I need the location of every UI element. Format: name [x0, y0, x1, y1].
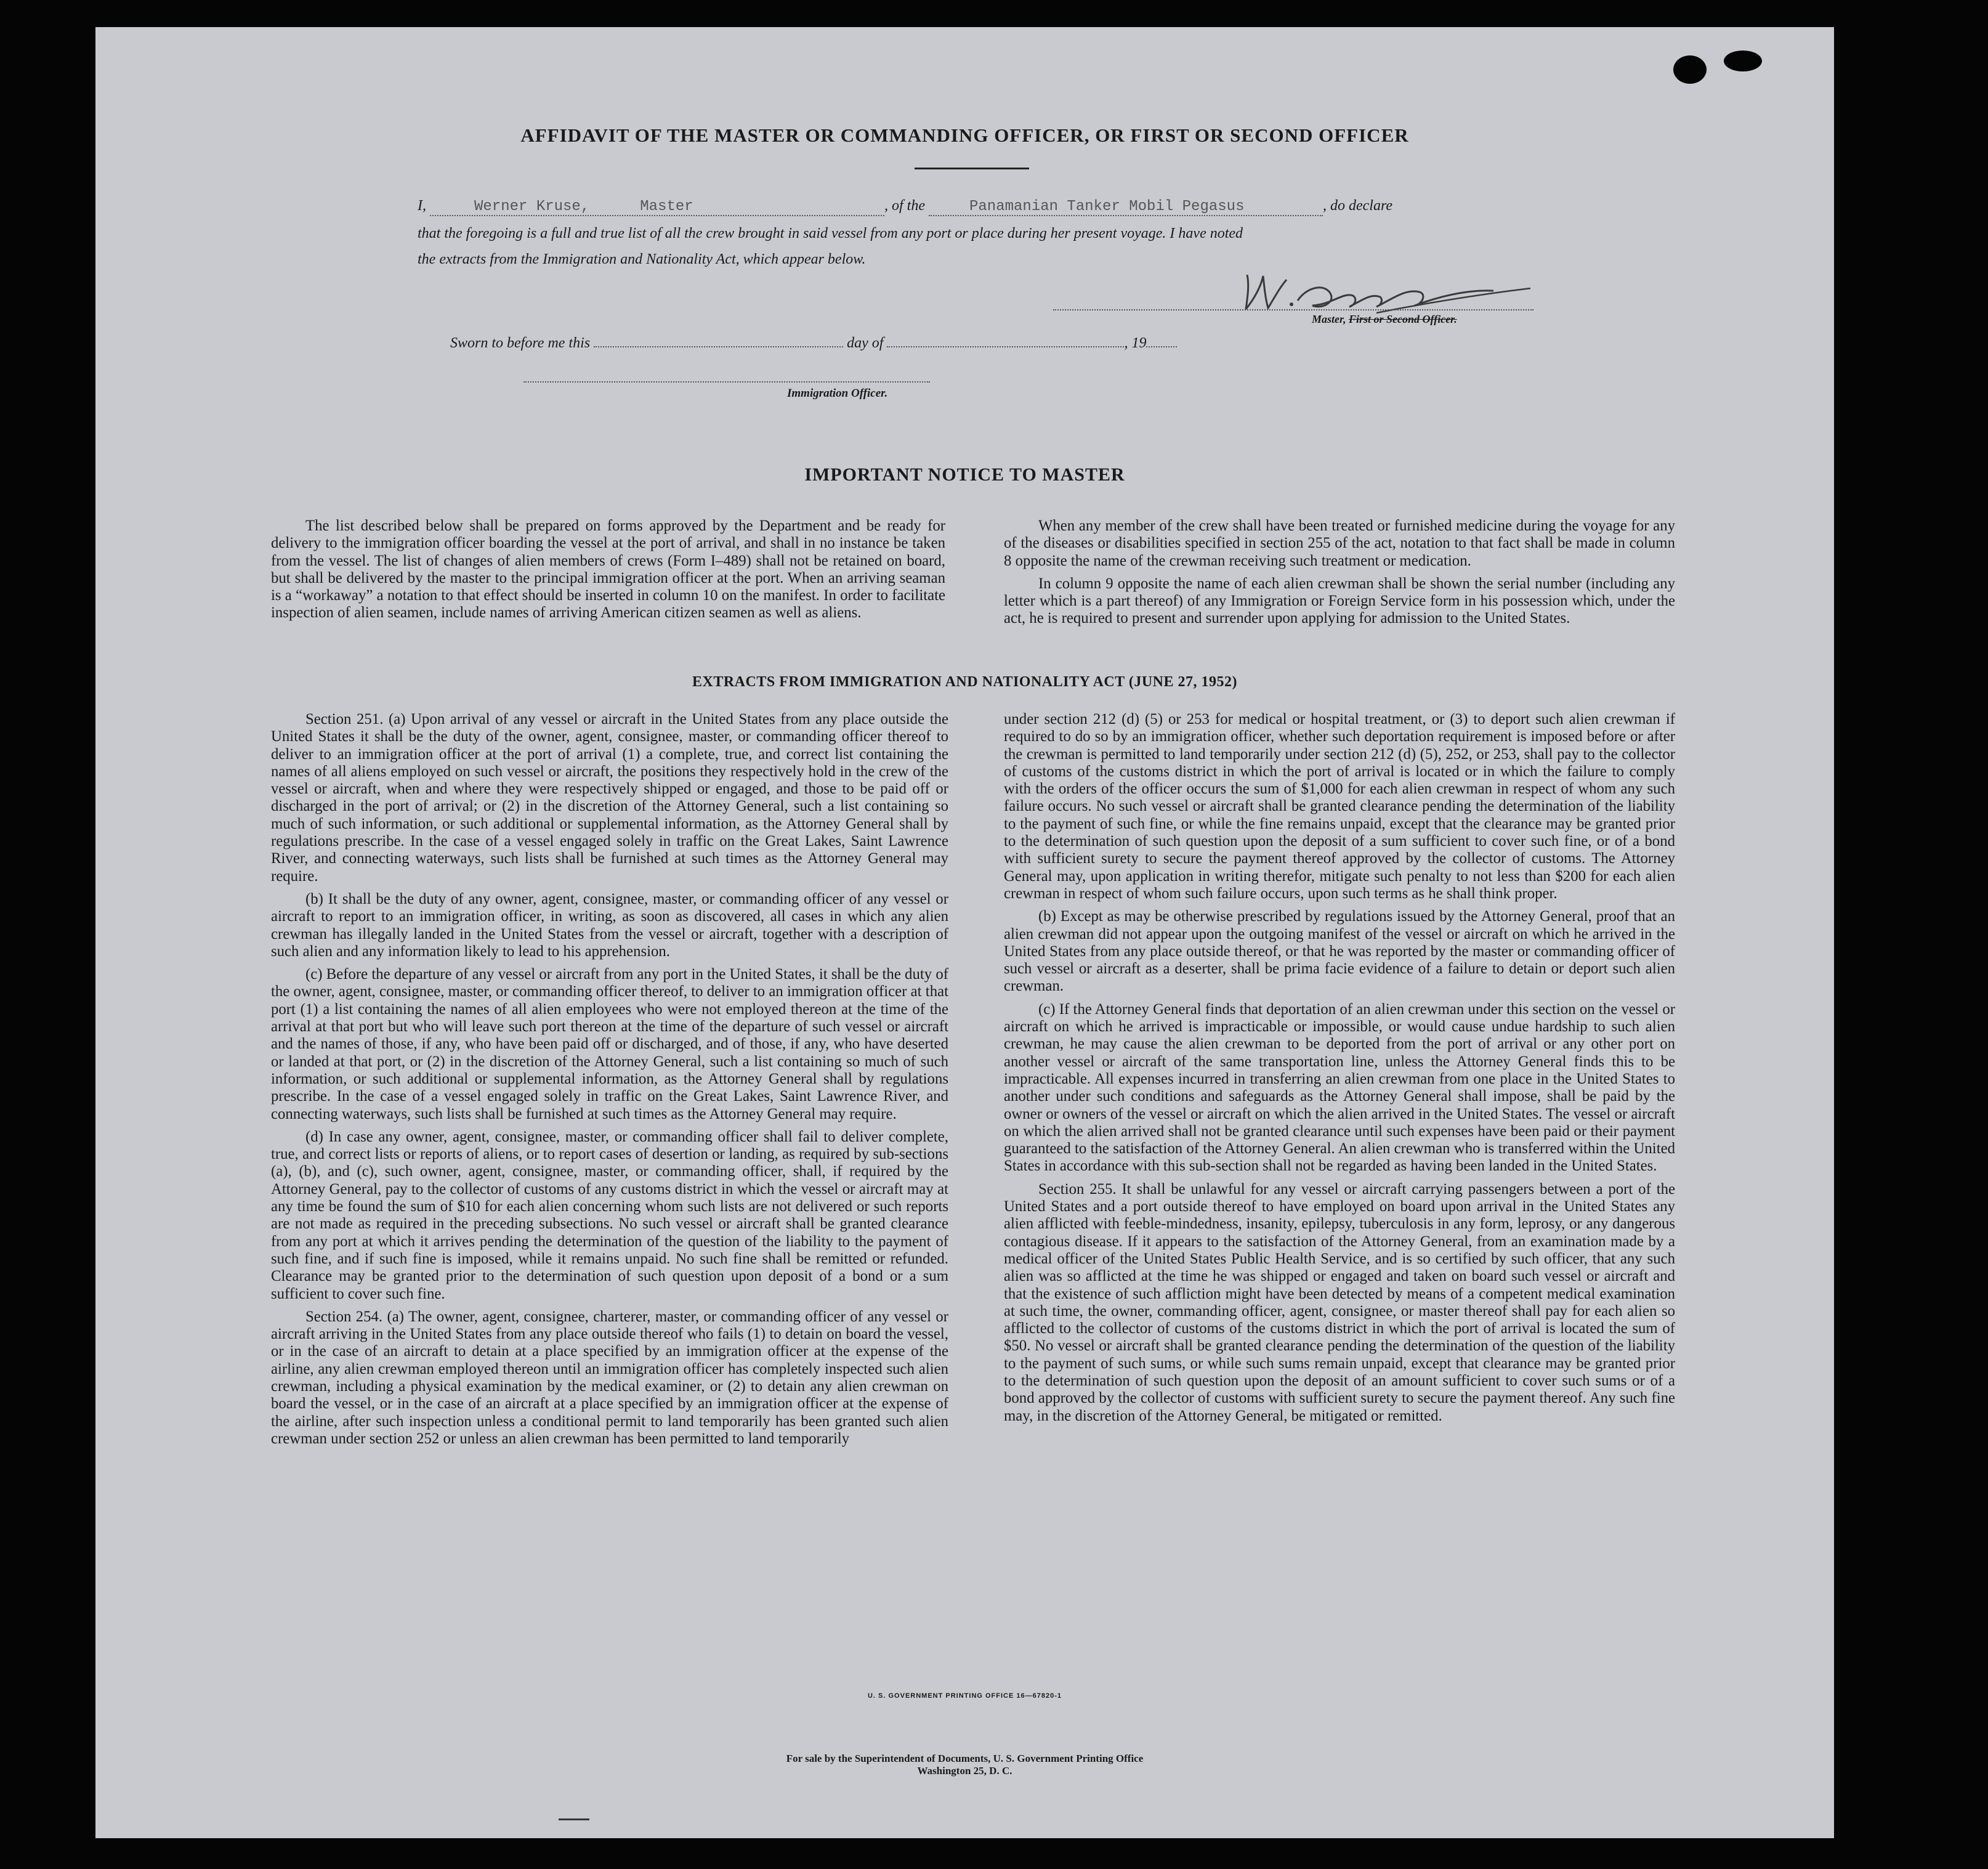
sworn-month-field[interactable] [887, 346, 1124, 347]
extract-paragraph: under section 212 (d) (5) or 253 for medical or hospital treatment, or (3) to deport such alien crewman if required to do so by an immigration officer, whether such deportation requirement is imposed before or after the crewman is permitted to land temporarily under section 212 (d) (5), 252, or 253, shall pay to the collector of customs of the customs district in which the port of arrival is located or in which the failure to comply with the orders of the officer occurs the sum of $1,000 for each alien crewman in respect of whom any such failure occurs. No such vessel or aircraft shall be granted clearance pending the determination of the liability to the payment of such fine, or while the fine remains unpaid, except that the clearance may be granted prior to the determination of such question upon the deposit of a sum sufficient to cover such fine, or of a bond with sufficient surety to secure the payment thereof approved by the collector of customs. The Attorney General may, upon application in writing therefor, mitigate such penalty to not less than $200 for each alien crewman in respect of whom such failure occurs, upon such terms as he shall think proper. [1004, 711, 1675, 902]
notice-left-column [271, 517, 945, 628]
declarant-name: Werner Kruse, [474, 198, 590, 215]
notice-paragraph: In column 9 opposite the name of each alien crewman shall be shown the serial number (including any letter which is a part thereof) of any Immigration or Foreign Service form in his possession which, under the act, he is required to present and surrender upon applying for admission to the United States. [1004, 575, 1675, 627]
sworn-day-of: day of [847, 335, 884, 351]
signature-label-master: Master, [1312, 313, 1346, 325]
extract-paragraph: (b) It shall be the duty of any owner, agent, consignee, master, or commanding officer of any vessel or aircraft to report to an immigration officer, in writing, as soon as discovered, all cases in which any alien crewman has illegally landed in the United States from the vessel or aircraft, together with a description of such alien and any information likely to lead to his apprehension. [271, 890, 948, 960]
declarant-role: Master [640, 198, 693, 215]
extracts-left-column [271, 711, 948, 1453]
extracts-title: EXTRACTS FROM IMMIGRATION AND NATIONALITY ACT (JUNE 27, 1952) [692, 674, 1237, 690]
extract-paragraph: Section 255. It shall be unlawful for any vessel or aircraft carrying passengers between a port of the United States and a port outside thereof to have employed on board upon arrival in the United States any alien afflicted with feeble-mindedness, insanity, epilepsy, tuberculosis in any form, leprosy, or any dangerous contagious disease. If it appears to the satisfaction of the Attorney General, from an examination made by a medical officer of the United States Public Health Service, and is so certified by such officer, that any such alien was so afflicted at the time he was shipped or engaged and taken on board such vessel or aircraft and that the existence of such affliction might have been detected by means of a competent medical examination at such time, the owner, commanding officer, agent, consignee, or master thereof shall pay for each alien so afflicted to the collector of customs of the customs district in which the port of arrival is located the sum of $50. No vessel or aircraft shall be granted clearance pending the determination of the question of the liability to the payment of such sums, or while such sums remain unpaid, except that clearance may be granted prior to the determination of such question upon the deposit of an amount sufficient to cover such sums or of a bond approved by the collector of customs with sufficient surety to secure the payment thereof. Any such fine may, in the discretion of the Attorney General, be mitigated or remitted. [1004, 1180, 1675, 1424]
extract-paragraph: Section 251. (a) Upon arrival of any vessel or aircraft in the United States from any place outside the United States it shall be the duty of the owner, agent, consignee, master, or commanding officer thereof to deliver to an immigration officer at the port of arrival (1) a complete, true, and correct list containing the names of all aliens employed on such vessel or aircraft, the positions they respectively hold in the crew of the vessel or aircraft, when and where they were respectively shipped or engaged, and those to be paid off or discharged in the port of arrival; or (2) in the discretion of the Attorney General, such a list containing so much of such information, or such additional or supplemental information, as the Attorney General shall by regulations prescribe. In the case of a vessel engaged solely in traffic on the Great Lakes, Saint Lawrence River, and connecting waterways, such lists shall be furnished at such times as the Attorney General may require. [271, 711, 948, 885]
extract-paragraph: (c) If the Attorney General finds that deportation of an alien crewman under this section on the vessel or aircraft on which he arrived is impracticable or impossible, or would cause undue hardship to such alien crewman, he may cause the alien crewman to be deported from the port of arrival or any other port on another vessel or aircraft of the same transportation line, unless the Attorney General finds this to be impracticable. All expenses incurred in transferring an alien crewman from one place in the United States to another under such conditions and safeguards as the Attorney General shall impose, shall be paid by the owner or owners of the vessel or aircraft on which the alien arrived in the United States. The vessel or aircraft on which the alien arrived shall not be granted clearance until such expenses have been paid or their payment guaranteed to the satisfaction of the Attorney General. An alien crewman who is transferred within the United States in accordance with this sub-section shall not be regarded as having been landed in the United States. [1004, 1000, 1675, 1175]
sale-notice [95, 1753, 1834, 1777]
ink-blot [1724, 51, 1762, 71]
declarant-field[interactable] [430, 198, 884, 216]
sworn-year-prefix: , 19 [1124, 335, 1147, 351]
sworn-year-field[interactable] [1146, 346, 1177, 347]
sworn-line [450, 335, 1177, 352]
immigration-officer-line[interactable] [523, 381, 930, 383]
affidavit-title: AFFIDAVIT OF THE MASTER OR COMMANDING OFFICER, OR FIRST OR SECOND OFFICER [520, 124, 1409, 146]
signature-label [1312, 313, 1457, 326]
declaration-line-3: the extracts from the Immigration and Nationality Act, which appear below. [418, 251, 866, 267]
declaration-line-1 [418, 198, 1649, 216]
declaration-of-the: , of the [884, 198, 925, 214]
notice-right-column [1004, 517, 1675, 633]
signature-line[interactable] [1053, 309, 1533, 310]
extracts-right-column [1004, 711, 1675, 1430]
declaration-do-declare: , do declare [1323, 198, 1393, 214]
extract-paragraph: Section 254. (a) The owner, agent, consignee, charterer, master, or commanding officer of any vessel or aircraft arriving in the United States from any place outside thereof who fails (1) to detain on board the vessel, or in the case of an aircraft to detain at a place specified by an immigration officer at the expense of the airline, any alien crewman employed thereon until an immigration officer has completely inspected such alien crewman, including a physical examination by the medical examiner, or (2) to detain any alien crewman on board the vessel, or in the case of an aircraft at a place specified by an immigration officer at the expense of the airline, after such inspection unless a conditional permit to land temporarily has been granted such alien crewman under section 252 or unless an alien crewman has been permitted to land temporarily [271, 1308, 948, 1447]
footer-dash [559, 1818, 589, 1820]
declaration-line-2: that the foregoing is a full and true list of all the crew brought in said vessel from any port or place during her present voyage. I have noted [418, 225, 1243, 241]
notice-title: IMPORTANT NOTICE TO MASTER [804, 464, 1125, 485]
notice-paragraph: The list described below shall be prepared on forms approved by the Department and be ready for delivery to the immigration officer boarding the vessel at the port of arrival, and shall in no instance be taken from the vessel. The list of changes of alien members of crews (Form I–489) shall not be retained on board, but shall be delivered by the master to the principal immigration officer at the port. When an arriving seaman is a “workaway” a notation to that effect should be inserted in column 10 on the manifest. In order to facilitate inspection of alien seamen, include names of arriving American citizen seamen as well as aliens. [271, 517, 945, 622]
signature-label-struck: First or Second Officer. [1349, 313, 1457, 325]
sworn-day-field[interactable] [594, 346, 843, 347]
affidavit-sheet [95, 27, 1834, 1838]
gpo-imprint: U. S. GOVERNMENT PRINTING OFFICE 16—67820-1 [867, 1692, 1062, 1700]
notice-paragraph: When any member of the crew shall have been treated or furnished medicine during the voyage for any of the diseases or disabilities specified in section 255 of the act, notation to that fact shall be made in column 8 opposite the name of the crewman receiving such treatment or medication. [1004, 517, 1675, 569]
sale-line-1: For sale by the Superintendent of Documents, U. S. Government Printing Office [786, 1753, 1144, 1764]
immigration-officer-label: Immigration Officer. [787, 387, 888, 400]
handwritten-signature [1222, 261, 1555, 317]
vessel-field[interactable] [929, 198, 1323, 216]
extract-paragraph: (b) Except as may be otherwise prescribed by regulations issued by the Attorney General, proof that an alien crewman did not appear upon the outgoing manifest of the vessel or aircraft on which he arrived in the United States from any place outside thereof, or that he was reported by the master or commanding officer of such vessel or aircraft as a deserter, shall be prima facie evidence of a failure to detain or deport such alien crewman. [1004, 908, 1675, 995]
title-rule [915, 168, 1029, 169]
sale-line-2: Washington 25, D. C. [917, 1765, 1012, 1777]
declaration-i: I, [418, 198, 426, 214]
extract-paragraph: (d) In case any owner, agent, consignee, master, or commanding officer shall fail to deliver complete, true, and correct lists or reports of aliens, or to report cases of desertion or landing, as required by sub-sections (a), (b), and (c), such owner, agent, consignee, master, or commanding officer, shall, if required by the Attorney General, pay to the collector of customs of any customs district in which the vessel or aircraft may at any time be found the sum of $10 for each alien concerning whom such lists are not delivered or such reports are not made as required in the preceding subsections. No such vessel or aircraft shall be granted clearance from any port at which it arrives pending the determination of the question of the liability to the payment of such fine, and if such fine is imposed, while it remains unpaid. No such fine shall be remitted or refunded. Clearance may be granted prior to the determination of such question upon deposit of a bond or a sum sufficient to cover such fine. [271, 1128, 948, 1302]
ink-blot [1673, 55, 1707, 84]
extract-paragraph: (c) Before the departure of any vessel or aircraft from any port in the United States, it shall be the duty of the owner, agent, consignee, master, or commanding officer thereof, to deliver to an immigration officer at that port (1) a list containing the names of all alien employees who were not employed thereon at the time of the arrival at that port but who will leave such port thereon at the time of the departure of such vessel or aircraft and the names of those, if any, who have been paid off or discharged, and of those, if any, who have deserted or landed at that port, or (2) in the discretion of the Attorney General, such a list containing so much of such information, or such additional or supplemental information, as the Attorney General shall by regulations prescribe. In the case of a vessel engaged solely in traffic on the Great Lakes, Saint Lawrence River, and connecting waterways, such lists shall be furnished at such times as the Attorney General may require. [271, 966, 948, 1122]
sworn-before: Sworn to before me this [450, 335, 591, 351]
vessel-name: Panamanian Tanker Mobil Pegasus [969, 198, 1245, 215]
